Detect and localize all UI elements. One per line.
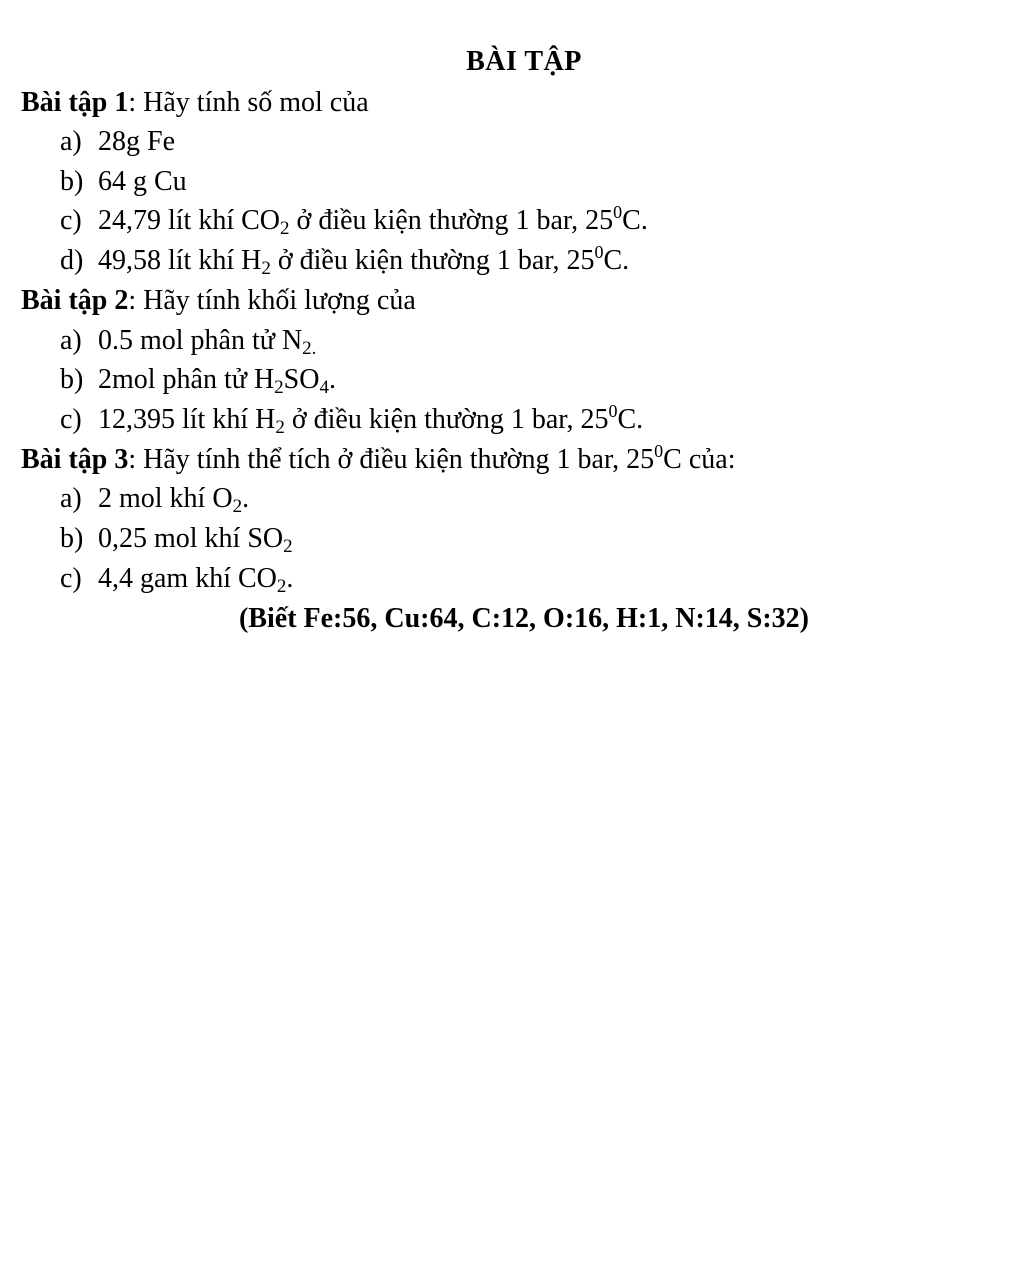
item-marker: d): [60, 245, 84, 276]
exercise-2-heading: [21, 283, 416, 319]
page-title: BÀI TẬP: [466, 46, 582, 77]
item-marker: b): [60, 166, 84, 197]
item-text: 12,395 lít khí H: [98, 404, 276, 435]
item-text: C.: [603, 245, 630, 276]
item-text: 49,58 lít khí H: [98, 245, 262, 276]
subscript: 2: [232, 496, 243, 517]
subscript: 2: [280, 218, 290, 239]
item-text: C.: [622, 205, 648, 236]
superscript: 0: [594, 242, 604, 262]
exercise-3-prompt-end: C của:: [663, 444, 736, 475]
item-marker: b): [60, 523, 84, 554]
item-text: 0.5 mol phân tử N: [98, 325, 303, 356]
item-text: .: [242, 483, 250, 514]
exercise-3-label: Bài tập 3: [21, 444, 129, 475]
subscript: 2: [283, 536, 293, 557]
item-text: 64 g Cu: [98, 166, 187, 197]
atomic-mass-note: (Biết Fe:56, Cu:64, C:12, O:16, H:1, N:14, S:32): [238, 603, 810, 634]
exercise-1-label: Bài tập 1: [21, 87, 129, 118]
subscript: 2: [261, 258, 271, 279]
item-text: 28g Fe: [98, 126, 175, 157]
item-text: .: [328, 364, 336, 395]
exercise-2-label: Bài tập 2: [21, 285, 129, 316]
item-marker: c): [60, 563, 82, 594]
item-marker: a): [60, 126, 82, 157]
item-marker: a): [60, 483, 82, 514]
item-marker: c): [60, 205, 82, 236]
item-text: 0,25 mol khí SO: [98, 523, 284, 554]
exercise-2-prompt: : Hãy tính khối lượng của: [128, 285, 416, 316]
exercise-3-item-a: [60, 481, 249, 517]
superscript: 0: [613, 202, 623, 222]
exercise-3-prompt: : Hãy tính thể tích ở điều kiện thường 1 bar, 25: [128, 444, 655, 475]
subscript: 2: [275, 417, 285, 438]
exercise-2-item-b: [60, 362, 336, 398]
exercise-2-item-c: [60, 402, 643, 438]
exercise-1-prompt: : Hãy tính số mol của: [128, 87, 369, 118]
item-text: 2mol phân tử H: [98, 364, 275, 395]
exercise-1-item-a: [60, 124, 175, 160]
exercise-1-item-d: [60, 243, 629, 279]
item-text: ở điều kiện thường 1 bar, 25: [289, 205, 614, 236]
exercise-3-item-c: [60, 561, 293, 597]
exercise-1-item-b: [60, 164, 187, 200]
item-text: ở điều kiện thường 1 bar, 25: [270, 245, 595, 276]
item-text: SO: [283, 364, 320, 395]
exercise-2-item-a: [60, 323, 316, 359]
item-text: 4,4 gam khí CO: [98, 563, 277, 594]
superscript: 0: [654, 441, 664, 461]
item-text: 2 mol khí O: [98, 483, 233, 514]
exercise-1-heading: [21, 85, 369, 121]
superscript: 0: [608, 401, 618, 421]
subscript: 2: [276, 576, 287, 597]
item-marker: c): [60, 404, 82, 435]
subscript: 2: [274, 377, 284, 398]
exercise-1-item-c: [60, 203, 648, 239]
item-text: ở điều kiện thường 1 bar, 25: [284, 404, 609, 435]
item-marker: b): [60, 364, 84, 395]
item-text: C.: [617, 404, 644, 435]
subscript: 4: [319, 377, 329, 398]
item-text: .: [286, 563, 294, 594]
exercise-3-item-b: [60, 521, 293, 557]
exercise-3-heading: [21, 442, 735, 478]
subscript: 2.: [302, 338, 317, 359]
item-marker: a): [60, 325, 82, 356]
item-text: 24,79 lít khí CO: [98, 205, 281, 236]
